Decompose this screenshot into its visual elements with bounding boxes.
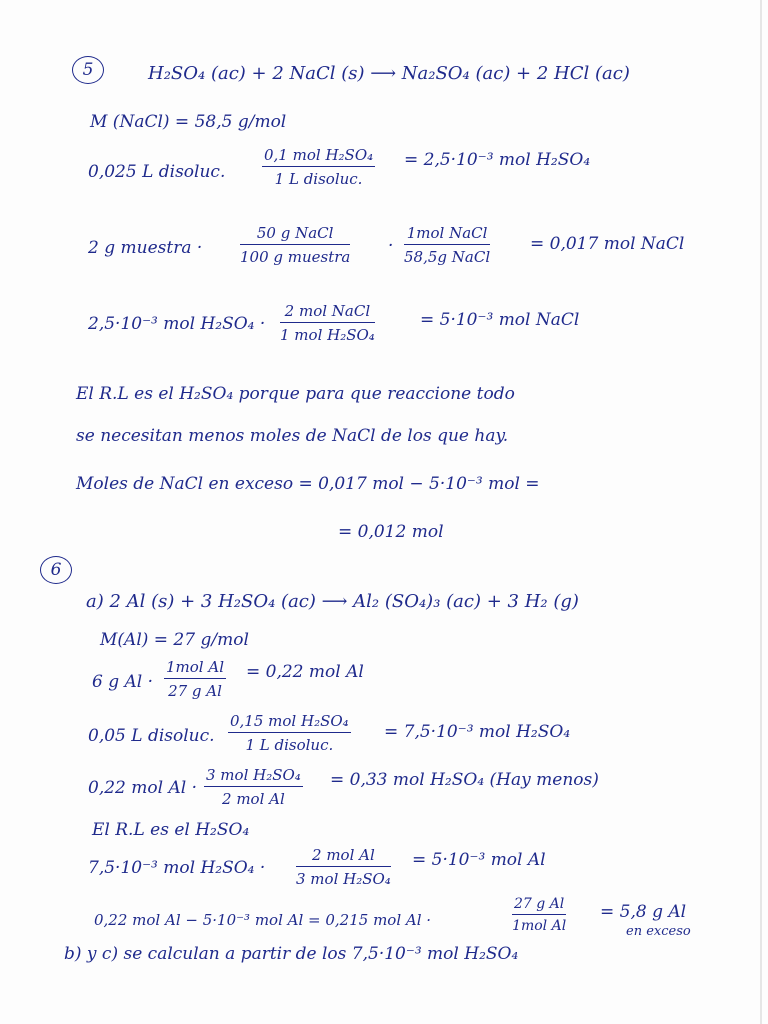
problem-5-number: 5 <box>72 56 104 84</box>
p5-step2-fraction1 <box>240 224 350 266</box>
p5-step1-prefix: 0,025 L disoluc. <box>88 162 226 182</box>
p6-step5-den: 1mol Al <box>512 918 567 934</box>
p6-step1-num: 1mol Al <box>164 658 226 679</box>
p6-step3-fraction <box>204 766 303 808</box>
problem-6-number: 6 <box>40 556 72 584</box>
p6-step5-prefix: 0,22 mol Al − 5·10⁻³ mol Al = 0,215 mol Al · <box>94 911 432 929</box>
p5-step3-den: 1 mol H₂SO₄ <box>280 326 375 344</box>
p6-step5-result: = 5,8 g Al <box>600 902 687 922</box>
p5-step3-fraction <box>280 302 375 344</box>
problem-6-equation: a) 2 Al (s) + 3 H₂SO₄ (ac) ⟶ Al₂ (SO₄)₃ (ac) + 3 H₂ (g) <box>86 591 579 612</box>
p5-step1-den: 1 L disoluc. <box>274 170 363 188</box>
p6-step2-result: = 7,5·10⁻³ mol H₂SO₄ <box>384 722 571 742</box>
p6-rl-statement: El R.L es el H₂SO₄ <box>92 820 250 840</box>
p6-step2-prefix: 0,05 L disoluc. <box>88 726 215 746</box>
p6-step2-fraction <box>228 712 351 754</box>
problem-6-molar-mass: M(Al) = 27 g/mol <box>100 630 249 650</box>
p5-step2-result: = 0,017 mol NaCl <box>530 234 685 254</box>
p6-step4-num: 2 mol Al <box>296 846 391 867</box>
p5-step1-num: 0,1 mol H₂SO₄ <box>262 146 375 167</box>
p6-step1-result: = 0,22 mol Al <box>246 662 364 682</box>
p5-step3-result: = 5·10⁻³ mol NaCl <box>420 310 580 330</box>
p6-final-line: b) y c) se calculan a partir de los 7,5·10⁻³ mol H₂SO₄ <box>64 944 519 964</box>
p5-step1-fraction <box>262 146 375 188</box>
p6-step5-fraction <box>512 896 566 934</box>
p5-conclusion-line2: se necesitan menos moles de NaCl de los que hay. <box>76 426 509 446</box>
p6-step1-prefix: 6 g Al · <box>92 672 154 692</box>
page-edge <box>760 0 762 1024</box>
p5-step1-result: = 2,5·10⁻³ mol H₂SO₄ <box>404 150 591 170</box>
p5-step3-num: 2 mol NaCl <box>280 302 375 323</box>
p6-step1-den: 27 g Al <box>168 682 222 700</box>
p6-step4-den: 3 mol H₂SO₄ <box>296 870 391 888</box>
p6-step4-prefix: 7,5·10⁻³ mol H₂SO₄ · <box>88 858 266 878</box>
p6-step3-den: 2 mol Al <box>222 790 285 808</box>
p6-step5-num: 27 g Al <box>512 896 566 915</box>
p5-step2-dot: · <box>388 236 394 256</box>
p5-step2-num1: 50 g NaCl <box>240 224 350 245</box>
p6-step3-num: 3 mol H₂SO₄ <box>204 766 303 787</box>
problem-5-equation: H₂SO₄ (ac) + 2 NaCl (s) ⟶ Na₂SO₄ (ac) + 2 HCl (ac) <box>148 63 630 84</box>
p5-excess-line2: = 0,012 mol <box>338 522 444 542</box>
p5-step3-prefix: 2,5·10⁻³ mol H₂SO₄ · <box>88 314 266 334</box>
p6-step4-fraction <box>296 846 391 888</box>
p6-step1-fraction <box>164 658 226 700</box>
problem-5-molar-mass: M (NaCl) = 58,5 g/mol <box>90 112 287 132</box>
p5-excess-line1: Moles de NaCl en exceso = 0,017 mol − 5·10⁻³ mol = <box>76 474 540 494</box>
p6-step3-prefix: 0,22 mol Al · <box>88 778 197 798</box>
p6-step3-result: = 0,33 mol H₂SO₄ (Hay menos) <box>330 770 599 790</box>
p5-step2-num2: 1mol NaCl <box>404 224 490 245</box>
p6-step4-result: = 5·10⁻³ mol Al <box>412 850 546 870</box>
p5-step2-fraction2 <box>404 224 490 266</box>
p6-step2-num: 0,15 mol H₂SO₄ <box>228 712 351 733</box>
p5-step2-den2: 58,5g NaCl <box>404 248 491 266</box>
p5-step2-den1: 100 g muestra <box>240 248 351 266</box>
p5-step2-prefix: 2 g muestra · <box>88 238 203 258</box>
p5-conclusion-line1: El R.L es el H₂SO₄ porque para que reaccione todo <box>76 384 515 404</box>
p6-step2-den: 1 L disoluc. <box>245 736 334 754</box>
p6-step5-note: en exceso <box>626 924 691 939</box>
